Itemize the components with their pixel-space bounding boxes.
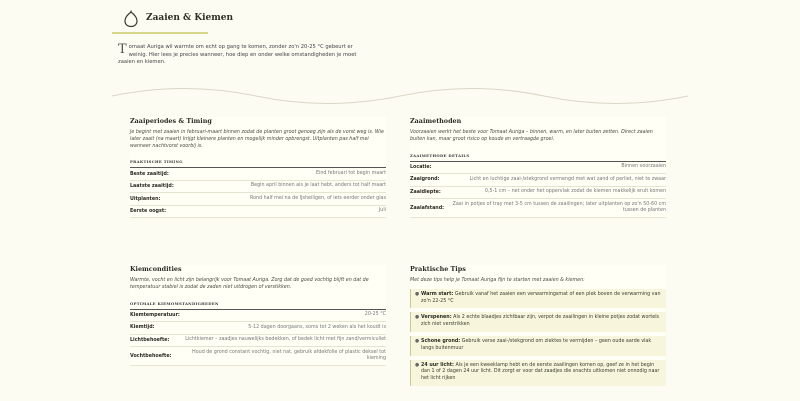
card-germination bbox=[130, 265, 386, 366]
card-tips bbox=[410, 265, 666, 386]
timing-section-heading: PRAKTISCHE TIMING bbox=[130, 159, 386, 168]
list-item: ● Warm start: Gebruik vanaf het zaaien een verwarmingsmat of een plek boven de verwarming van zo'n 22-25 °C bbox=[410, 289, 666, 309]
wave-divider bbox=[112, 88, 688, 104]
bullet-icon: ● bbox=[415, 338, 420, 344]
table-row: Zaaigrond: Licht en luchtige zaai-/stekgrond vermengd met wat zand of perliet, niet te zwaar bbox=[410, 174, 666, 187]
list-item: ● Schone grond: Gebruik verse zaai-/stekgrond om ziektes te vermijden – geen oude aarde vlak langs buitenmuur bbox=[410, 336, 666, 356]
tips-lead: Met deze tips help je Tomaat Auriga fijn te starten met zaaien & kiemen: bbox=[410, 278, 585, 283]
intro-body: omaat Auriga wil warmte om echt op gang te komen, zonder zo'n 20-25 °C gebeurt er weinig. Hier lees je precies wanneer, hoe diep en onder welke omstandigheden je moet zaaien en kiemen. bbox=[118, 44, 357, 65]
title-underline bbox=[112, 32, 208, 34]
methods-section-heading: ZAAIMETHODE DETAILS bbox=[410, 153, 666, 162]
table-row: Uitplanten: Rond half mei na de IJsheiligen, of iets eerder onder glas bbox=[130, 193, 386, 206]
table-row: Locatie: Binnen voorzaaien bbox=[410, 162, 666, 175]
leaf-icon bbox=[122, 10, 140, 28]
germination-title: Kiemcondities bbox=[130, 265, 182, 273]
timing-lead: Je begint met zaaien in februari-maart binnen zodat de planten groot genoeg zijn als de vorst weg is. Wie later zaait (na maart) krijgt kleinere planten en mogelijk minder opbrengst. Uitplanten pas half mei wanneer nachtvorst voorbij is. bbox=[130, 130, 384, 149]
table-row: Kiemtemperatuur: 20-25 °C bbox=[130, 310, 386, 323]
list-item: ● Verspenen: Als 2 echte blaadjes zichtbaar zijn, verpot de zaailingen in kleine potjes zodat wortels zich niet verstrikken bbox=[410, 312, 666, 332]
table-row: Beste zaaitijd: Eind februari tot begin maart bbox=[130, 168, 386, 181]
page-header bbox=[112, 6, 688, 32]
table-row: Lichtbehoefte: Lichtkiemer – zaadjes nauwelijks bedekken, of bedek licht met fijn zand/vermiculiet bbox=[130, 335, 386, 348]
intro-text bbox=[118, 44, 358, 67]
table-row: Eerste oogst: Juli bbox=[130, 206, 386, 219]
bullet-icon: ● bbox=[415, 362, 420, 368]
card-timing bbox=[130, 117, 386, 218]
card-methods bbox=[410, 117, 666, 218]
table-row: Zaaidiepte: 0,5-1 cm – net onder het oppervlak zodat de kiemen makkelijk eruit komen bbox=[410, 187, 666, 200]
list-item: ● 24 uur licht: Als je een kweeklamp hebt en de eerste zaailingen komen op, geef ze in het begin dan 1 of 2 dagen 24 uur licht. Dit zorgt er voor dat zaadjes die snachts uitkomen niet onnodig naar het licht rijken bbox=[410, 360, 666, 386]
table-row: Zaaiafstand: Zaai in potjes of tray met 3-5 cm tussen de zaailingen; later uitplanten op zo'n 50-60 cm tussen de planten bbox=[410, 199, 666, 218]
table-row: Vochtbehoefte: Houd de grond constant vochtig, niet nat, gebruik afdekfolie of plastic deksel tot kieming bbox=[130, 347, 386, 366]
page-title: Zaaien & Kiemen bbox=[146, 13, 234, 23]
table-row: Laatste zaaitijd: Begin april binnen als je laat hebt, anders tot half maart bbox=[130, 181, 386, 194]
bullet-icon: ● bbox=[415, 315, 420, 321]
table-row: Kiemtijd: 5-12 dagen doorgaans, soms tot 2 weken als het koudt is bbox=[130, 322, 386, 335]
intro-dropcap: T bbox=[118, 42, 127, 57]
germination-lead: Warmte, vocht en licht zijn belangrijk voor Tomaat Auriga. Zorg dat de goed vochtig blijft en dat de temperatuur stabiel is zodat de zaden niet uitdrogen of verstikken. bbox=[130, 278, 369, 290]
methods-title: Zaaimethoden bbox=[410, 117, 462, 125]
methods-lead: Voorzaaien werkt het beste voor Tomaat Auriga – binnen, warm, en later buiten zetten. Direct zaaien buiten kan, maar groot risico op koude en vertraagde groei. bbox=[410, 130, 653, 142]
timing-title: Zaaiperiodes & Timing bbox=[130, 117, 212, 125]
tips-title: Praktische Tips bbox=[410, 265, 466, 273]
germination-section-heading: OPTIMALE KIEMOMSTANDIGHEDEN bbox=[130, 301, 386, 310]
bullet-icon: ● bbox=[415, 291, 420, 297]
